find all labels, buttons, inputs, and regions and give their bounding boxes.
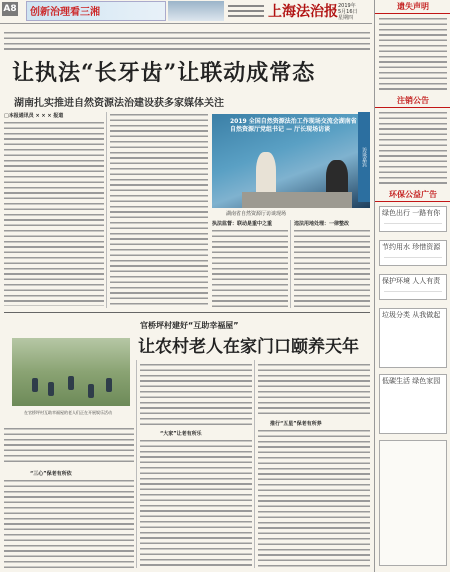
byline: □本报通讯员 × × × 报道 [4,113,64,119]
page-number: A8 [3,4,17,14]
banner [26,1,166,21]
right-sidebar [374,0,450,572]
lost-notice-header: 遗失声明 [375,0,450,14]
table-shape [242,192,352,208]
article2-column-2a [140,362,252,426]
article2-column-1a [4,426,134,466]
eco-ad-header: 环保公益广告 [375,188,450,202]
eco-ad-5: 低碳生活 绿色家园 [379,374,447,434]
cancellation-header: 注销公告 [375,94,450,108]
article2-section-c: 推行“五星”保老有所养 [270,421,322,427]
cancellation-text [379,110,447,184]
interview-photo: 2019 全国自然资源法治工作现场交流会湖南省自然资源厅党组书记 — 厅长现场访谈 [212,114,370,208]
column-divider [254,360,255,568]
village-photo-caption: 在官桥坪村互助幸福屋的老人们正在开展娱乐活动 [24,410,112,415]
person-figure [32,378,38,392]
article2-column-3b [258,428,370,568]
article-column-4 [294,228,370,308]
lead-paragraph [4,30,370,50]
masthead [0,0,372,24]
article2-headline: 让农村老人在家门口颐养天年 [138,337,359,357]
article2-column-3a [258,362,370,416]
column-divider [106,112,107,308]
masthead-date: 2019年 5月16日 星期四 [338,3,358,21]
eco-ad-illustration [379,440,447,566]
article-column-2 [110,112,208,308]
eco-ad-3: 保护环境 人人有责 [379,274,447,300]
article-column-1 [4,120,104,306]
article2-column-1b [4,478,134,568]
person-figure [68,376,74,390]
photo-caption: 湖南省自然资源厅访谈现场 [226,211,287,217]
masthead-text-lines [228,5,264,20]
section-label-mid2: 违法用地处理：一律整改 [294,221,350,227]
article-column-3 [212,228,288,308]
article2-section-b: “大家”让老有所乐 [160,431,202,437]
eco-ad-1: 绿色出行 一路有你 [379,206,447,232]
column-divider [136,360,137,568]
vertical-label-box: 访谈嘉宾 [358,112,370,202]
main-headline: 让执法“长牙齿”让联动成常态 [12,60,316,86]
section-divider [4,312,370,313]
article2-column-2b [140,438,252,568]
village-photo [12,338,130,406]
article2-section-a: “三心”保老有所依 [30,471,72,477]
column-divider [290,220,291,308]
eco-ad-4: 垃圾分类 从我做起 [379,308,447,368]
article2-kicker: 官桥坪村建好“互助幸福屋” [140,321,239,330]
eco-ad-2: 节约用水 珍惜资源 [379,240,447,266]
sub-headline: 湖南扎实推进自然资源法治建设获多家媒体关注 [14,98,224,109]
lost-notice-text [379,16,447,90]
person-figure [106,378,112,392]
masthead-photo [168,1,224,21]
banner-title: 创新治理看三湘 [30,7,100,18]
newspaper-logo: 上海法治报 [268,4,338,20]
section-label-mid: 执法监督：联动是重中之重 [212,221,273,227]
person-figure [48,382,54,396]
person-figure [88,384,94,398]
